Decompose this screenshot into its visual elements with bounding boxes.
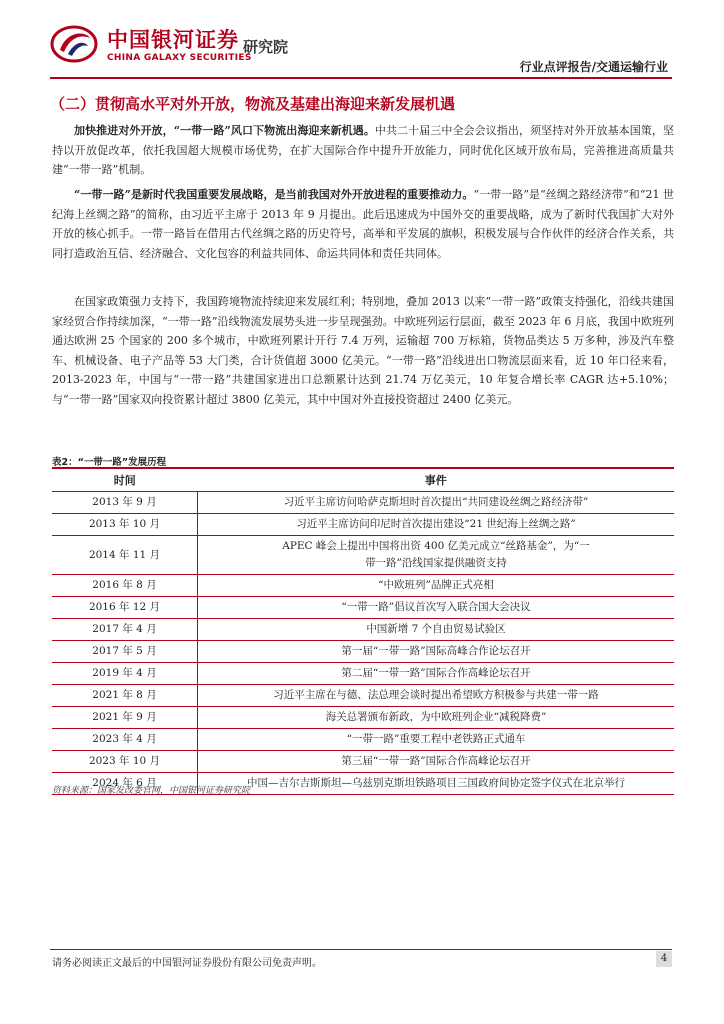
paragraph-2-lead: “一带一路”是新时代我国重要发展战略，是当前我国对外开放进程的重要推动力。 (74, 188, 474, 201)
row-time: 2017 年 5 月 (52, 641, 198, 663)
row-time: 2023 年 10 月 (52, 751, 198, 773)
paragraph-1-body: 中共二十届三中全会会议指出，须坚持对外开放基本国策，坚持以开放促改革，依托我国超大规模市场优势，在扩大国际合作中提升开放能力，同时优化区域开放布局，完善推进高质量共建“一带一路”机制。 (52, 124, 674, 176)
table-header-time: 时间 (52, 468, 198, 492)
table-row (52, 536, 674, 575)
table-row (52, 597, 674, 619)
page-number: 4 (656, 951, 672, 967)
table-row (52, 514, 674, 536)
paragraph-1-lead: 加快推进对外开放，“一带一路”风口下物流出海迎来新机遇。 (74, 124, 375, 137)
row-event: 第一届“一带一路”国际高峰合作论坛召开 (198, 641, 675, 663)
table-row (52, 492, 674, 514)
galaxy-logo-icon (50, 24, 98, 64)
page-header (0, 0, 724, 80)
row-time: 2013 年 9 月 (52, 492, 198, 514)
row-time: 2013 年 10 月 (52, 514, 198, 536)
row-time: 2021 年 8 月 (52, 685, 198, 707)
row-time: 2017 年 4 月 (52, 619, 198, 641)
table-row (52, 641, 674, 663)
row-event: 中国—吉尔吉斯斯坦—乌兹别克斯坦铁路项目三国政府间协定签字仪式在北京举行 (198, 773, 675, 795)
table-header-row (52, 468, 674, 492)
paragraph-3 (52, 292, 674, 409)
row-time: 2016 年 8 月 (52, 575, 198, 597)
table-row (52, 685, 674, 707)
brand-name-en: CHINA GALAXY SECURITIES (107, 53, 252, 63)
table-row (52, 619, 674, 641)
timeline-table (52, 467, 674, 795)
report-type-label: 行业点评报告/交通运输行业 (519, 60, 668, 74)
table-row (52, 663, 674, 685)
row-event: “一带一路”倡议首次写入联合国大会决议 (198, 597, 675, 619)
row-event: 中国新增 7 个自由贸易试验区 (198, 619, 675, 641)
table-source: 资料来源：国家发改委官网，中国银河证券研究院 (52, 786, 251, 796)
row-time: 2016 年 12 月 (52, 597, 198, 619)
paragraph-3-body: 在国家政策强力支持下，我国跨境物流持续迎来发展红利；特别地，叠加 2013 以来“一带一路”政策支持强化，沿线共建国家经贸合作持续加深，“一带一路”沿线物流发展势头进一步呈现强劲。中欧班列运行层面，截至 2023 年 6 月底，我国中欧班列通达欧洲 25 个国家的 200 多个城市，中欧班列累计开行 7.4 万列，运输超 700 万标箱，货物品类达 5 万多种，涉及汽车整车、机械设备、电子产品等 53 大门类，合计货值超 3000 亿美元。“一带一路”沿线进出口物流层面来看，近 10 年口径来看，2013-2023 年，中国与“一带一路”共建国家进出口总额累计达到 21.74 万亿美元，10 年复合增长率 CAGR 达+5.10%；与“一带一路”国家双向投资累计超过 3800 亿美元，其中中国对外直接投资超过 2400 亿美元。 (52, 295, 674, 406)
table-caption: 表2：“一带一路”发展历程 (52, 457, 167, 468)
row-event: APEC 峰会上提出中国将出资 400 亿美元成立“丝路基金”，为“一带一路”沿线国家提供融资支持 (198, 536, 675, 575)
table-row (52, 707, 674, 729)
row-time: 2019 年 4 月 (52, 663, 198, 685)
table-row (52, 575, 674, 597)
table-row (52, 751, 674, 773)
paragraph-1 (52, 121, 674, 180)
institute-label: 研究院 (243, 38, 289, 56)
row-event: 习近平主席访问哈萨克斯坦时首次提出“共同建设丝绸之路经济带” (198, 492, 675, 514)
row-event: 习近平主席在与德、法总理会谈时提出希望欧方积极参与共建一带一路 (198, 685, 675, 707)
row-event: 习近平主席访问印尼时首次提出建设“21 世纪海上丝绸之路” (198, 514, 675, 536)
row-time: 2021 年 9 月 (52, 707, 198, 729)
row-event: 海关总署颁布新政，为中欧班列企业“减税降费” (198, 707, 675, 729)
row-time: 2023 年 4 月 (52, 729, 198, 751)
footer-divider (50, 949, 672, 950)
row-time: 2024 年 6 月 (52, 773, 198, 795)
table-header-event: 事件 (198, 468, 675, 492)
table-row (52, 729, 674, 751)
row-event: 第三届“一带一路”国际合作高峰论坛召开 (198, 751, 675, 773)
row-event: “一带一路”重要工程中老铁路正式通车 (198, 729, 675, 751)
row-event: “中欧班列”品牌正式亮相 (198, 575, 675, 597)
row-event: 第二届“一带一路”国际合作高峰论坛召开 (198, 663, 675, 685)
paragraph-2 (52, 185, 674, 263)
row-time: 2014 年 11 月 (52, 536, 198, 575)
footer-disclaimer: 请务必阅读正文最后的中国银河证券股份有限公司免责声明。 (52, 958, 322, 969)
brand-name-cn: 中国银河证券 (107, 28, 239, 52)
paragraph-2-body: “一带一路”是“丝绸之路经济带”和“21 世纪海上丝绸之路”的简称，由习近平主席于 2013 年 9 月提出。此后迅速成为中国外交的重要战略，成为了新时代我国扩大对外开放的核心抓手。一带一路旨在借用古代丝绸之路的历史符号，高举和平发展的旗帜，积极发展与合作伙伴的经济合作关系，共同打造政治互信、经济融合、文化包容的利益共同体、命运共同体和责任共同体。 (52, 188, 674, 260)
header-divider (50, 77, 672, 79)
section-title: （二）贯彻高水平对外开放，物流及基建出海迎来新发展机遇 (50, 95, 456, 113)
